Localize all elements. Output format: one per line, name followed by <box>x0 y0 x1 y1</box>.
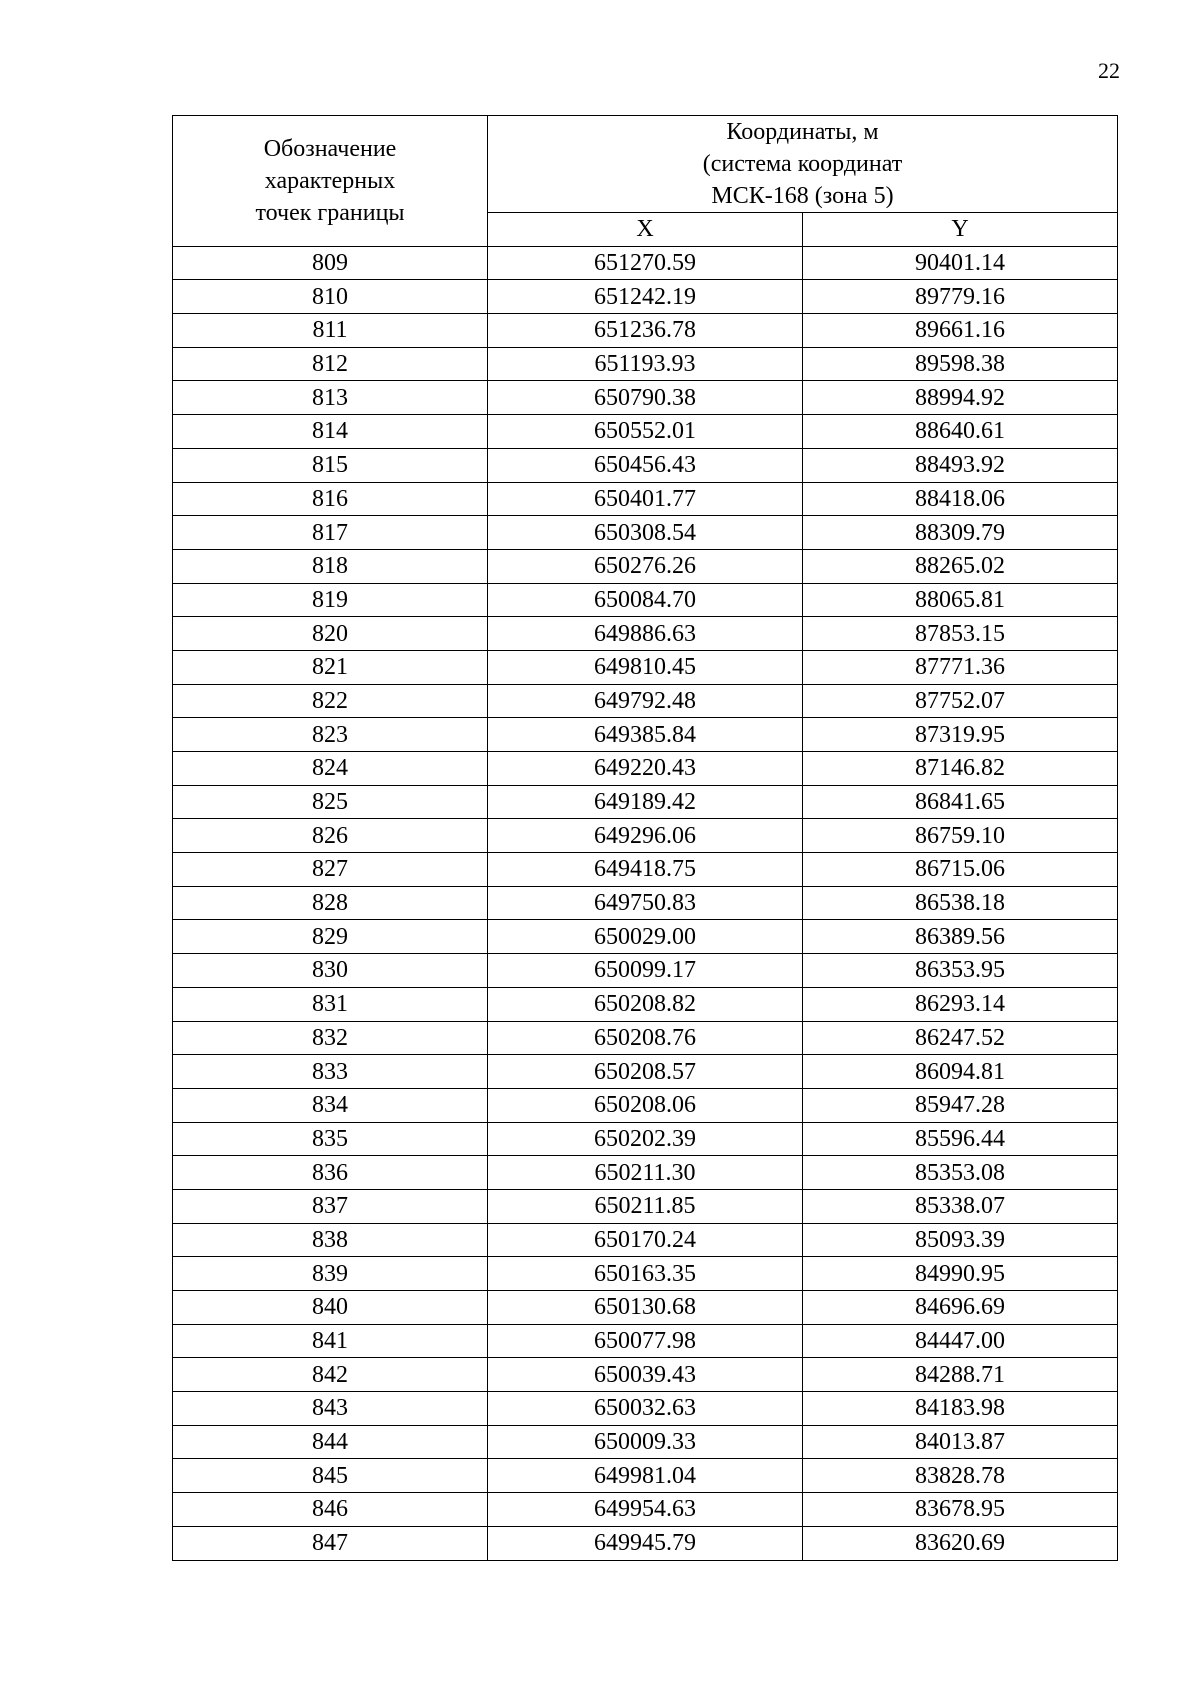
table-row <box>173 718 1118 752</box>
table-row <box>173 1189 1118 1223</box>
point-number-cell: 829 <box>173 920 488 954</box>
table-row <box>173 650 1118 684</box>
table-row <box>173 785 1118 819</box>
coordinates-table <box>172 115 1118 1561</box>
header-x: X <box>488 213 803 247</box>
x-coordinate-cell: 650130.68 <box>488 1291 803 1325</box>
y-coordinate-cell: 83828.78 <box>803 1459 1118 1493</box>
table-row <box>173 1526 1118 1560</box>
y-coordinate-cell: 86247.52 <box>803 1021 1118 1055</box>
x-coordinate-cell: 649296.06 <box>488 819 803 853</box>
table-row <box>173 1156 1118 1190</box>
y-coordinate-cell: 84696.69 <box>803 1291 1118 1325</box>
point-number-cell: 814 <box>173 415 488 449</box>
x-coordinate-cell: 649189.42 <box>488 785 803 819</box>
table-row <box>173 549 1118 583</box>
header-line: Координаты, м <box>726 119 879 145</box>
point-number-cell: 843 <box>173 1392 488 1426</box>
x-coordinate-cell: 649418.75 <box>488 853 803 887</box>
table-row <box>173 1055 1118 1089</box>
table-row <box>173 920 1118 954</box>
point-number-cell: 838 <box>173 1223 488 1257</box>
table-row <box>173 347 1118 381</box>
x-coordinate-cell: 650099.17 <box>488 954 803 988</box>
point-number-cell: 819 <box>173 583 488 617</box>
page-number: 22 <box>1098 58 1120 83</box>
point-number-cell: 811 <box>173 314 488 348</box>
table-row <box>173 1291 1118 1325</box>
table-row <box>173 954 1118 988</box>
table-row <box>173 1493 1118 1527</box>
point-number-cell: 816 <box>173 482 488 516</box>
table-row <box>173 1223 1118 1257</box>
x-coordinate-cell: 649886.63 <box>488 617 803 651</box>
table-row <box>173 1358 1118 1392</box>
point-number-cell: 833 <box>173 1055 488 1089</box>
y-coordinate-cell: 86841.65 <box>803 785 1118 819</box>
y-coordinate-cell: 89779.16 <box>803 280 1118 314</box>
table-row <box>173 819 1118 853</box>
point-number-cell: 834 <box>173 1088 488 1122</box>
x-coordinate-cell: 650308.54 <box>488 516 803 550</box>
y-coordinate-cell: 88640.61 <box>803 415 1118 449</box>
y-coordinate-cell: 83678.95 <box>803 1493 1118 1527</box>
y-coordinate-cell: 89661.16 <box>803 314 1118 348</box>
table-row <box>173 280 1118 314</box>
table-row <box>173 1459 1118 1493</box>
point-number-cell: 827 <box>173 853 488 887</box>
x-coordinate-cell: 649954.63 <box>488 1493 803 1527</box>
table-row <box>173 1324 1118 1358</box>
table-row <box>173 415 1118 449</box>
table-row <box>173 1122 1118 1156</box>
table-row <box>173 752 1118 786</box>
y-coordinate-cell: 89598.38 <box>803 347 1118 381</box>
point-number-cell: 839 <box>173 1257 488 1291</box>
y-coordinate-cell: 86538.18 <box>803 886 1118 920</box>
y-coordinate-cell: 88065.81 <box>803 583 1118 617</box>
table-row <box>173 684 1118 718</box>
table-row <box>173 314 1118 348</box>
table-row <box>173 516 1118 550</box>
point-number-cell: 825 <box>173 785 488 819</box>
x-coordinate-cell: 650790.38 <box>488 381 803 415</box>
x-coordinate-cell: 649945.79 <box>488 1526 803 1560</box>
point-number-cell: 812 <box>173 347 488 381</box>
x-coordinate-cell: 650029.00 <box>488 920 803 954</box>
y-coordinate-cell: 85338.07 <box>803 1189 1118 1223</box>
point-number-cell: 830 <box>173 954 488 988</box>
table-row <box>173 1021 1118 1055</box>
y-coordinate-cell: 86389.56 <box>803 920 1118 954</box>
x-coordinate-cell: 650039.43 <box>488 1358 803 1392</box>
table-row <box>173 1425 1118 1459</box>
y-coordinate-cell: 87752.07 <box>803 684 1118 718</box>
header-line: точек границы <box>255 199 405 226</box>
x-coordinate-cell: 651270.59 <box>488 246 803 280</box>
x-coordinate-cell: 649385.84 <box>488 718 803 752</box>
y-coordinate-cell: 88493.92 <box>803 448 1118 482</box>
table-row <box>173 1088 1118 1122</box>
header-y: Y <box>803 213 1118 247</box>
point-number-cell: 815 <box>173 448 488 482</box>
point-number-cell: 824 <box>173 752 488 786</box>
y-coordinate-cell: 86715.06 <box>803 853 1118 887</box>
header-line: характерных <box>264 167 396 194</box>
point-number-cell: 832 <box>173 1021 488 1055</box>
y-coordinate-cell: 87771.36 <box>803 650 1118 684</box>
point-number-cell: 847 <box>173 1526 488 1560</box>
point-number-cell: 844 <box>173 1425 488 1459</box>
y-coordinate-cell: 87146.82 <box>803 752 1118 786</box>
y-coordinate-cell: 88418.06 <box>803 482 1118 516</box>
x-coordinate-cell: 649750.83 <box>488 886 803 920</box>
x-coordinate-cell: 650401.77 <box>488 482 803 516</box>
y-coordinate-cell: 85093.39 <box>803 1223 1118 1257</box>
header-line: (система координат <box>702 151 903 177</box>
point-number-cell: 809 <box>173 246 488 280</box>
y-coordinate-cell: 84288.71 <box>803 1358 1118 1392</box>
x-coordinate-cell: 650208.57 <box>488 1055 803 1089</box>
table-row <box>173 987 1118 1021</box>
point-number-cell: 820 <box>173 617 488 651</box>
x-coordinate-cell: 650077.98 <box>488 1324 803 1358</box>
x-coordinate-cell: 650009.33 <box>488 1425 803 1459</box>
y-coordinate-cell: 87319.95 <box>803 718 1118 752</box>
y-coordinate-cell: 85947.28 <box>803 1088 1118 1122</box>
x-coordinate-cell: 650208.06 <box>488 1088 803 1122</box>
table-row <box>173 853 1118 887</box>
x-coordinate-cell: 650170.24 <box>488 1223 803 1257</box>
x-coordinate-cell: 650163.35 <box>488 1257 803 1291</box>
y-coordinate-cell: 86094.81 <box>803 1055 1118 1089</box>
point-number-cell: 823 <box>173 718 488 752</box>
x-coordinate-cell: 651193.93 <box>488 347 803 381</box>
y-coordinate-cell: 87853.15 <box>803 617 1118 651</box>
x-coordinate-cell: 650032.63 <box>488 1392 803 1426</box>
table-row <box>173 1257 1118 1291</box>
table-row <box>173 1392 1118 1426</box>
table-row <box>173 482 1118 516</box>
x-coordinate-cell: 649220.43 <box>488 752 803 786</box>
header-point-designation <box>173 116 488 247</box>
point-number-cell: 813 <box>173 381 488 415</box>
point-number-cell: 818 <box>173 549 488 583</box>
x-coordinate-cell: 650208.76 <box>488 1021 803 1055</box>
header-coordinates <box>488 116 1118 213</box>
x-coordinate-cell: 651236.78 <box>488 314 803 348</box>
point-number-cell: 845 <box>173 1459 488 1493</box>
y-coordinate-cell: 86353.95 <box>803 954 1118 988</box>
x-coordinate-cell: 649981.04 <box>488 1459 803 1493</box>
y-coordinate-cell: 88309.79 <box>803 516 1118 550</box>
x-coordinate-cell: 649810.45 <box>488 650 803 684</box>
x-coordinate-cell: 650211.30 <box>488 1156 803 1190</box>
point-number-cell: 831 <box>173 987 488 1021</box>
y-coordinate-cell: 83620.69 <box>803 1526 1118 1560</box>
point-number-cell: 841 <box>173 1324 488 1358</box>
point-number-cell: 835 <box>173 1122 488 1156</box>
table-row <box>173 617 1118 651</box>
header-line: Обозначение <box>263 135 397 162</box>
point-number-cell: 840 <box>173 1291 488 1325</box>
x-coordinate-cell: 650208.82 <box>488 987 803 1021</box>
table-row <box>173 381 1118 415</box>
point-number-cell: 846 <box>173 1493 488 1527</box>
point-number-cell: 842 <box>173 1358 488 1392</box>
table-row <box>173 886 1118 920</box>
y-coordinate-cell: 84447.00 <box>803 1324 1118 1358</box>
point-number-cell: 817 <box>173 516 488 550</box>
point-number-cell: 821 <box>173 650 488 684</box>
y-coordinate-cell: 90401.14 <box>803 246 1118 280</box>
y-coordinate-cell: 86759.10 <box>803 819 1118 853</box>
x-coordinate-cell: 651242.19 <box>488 280 803 314</box>
header-line: МСК-168 (зона 5) <box>711 183 894 209</box>
point-number-cell: 826 <box>173 819 488 853</box>
x-coordinate-cell: 650211.85 <box>488 1189 803 1223</box>
point-number-cell: 810 <box>173 280 488 314</box>
y-coordinate-cell: 84990.95 <box>803 1257 1118 1291</box>
point-number-cell: 828 <box>173 886 488 920</box>
x-coordinate-cell: 650084.70 <box>488 583 803 617</box>
y-coordinate-cell: 84183.98 <box>803 1392 1118 1426</box>
table-row <box>173 448 1118 482</box>
x-coordinate-cell: 649792.48 <box>488 684 803 718</box>
y-coordinate-cell: 85353.08 <box>803 1156 1118 1190</box>
table-row <box>173 583 1118 617</box>
point-number-cell: 837 <box>173 1189 488 1223</box>
y-coordinate-cell: 88265.02 <box>803 549 1118 583</box>
x-coordinate-cell: 650552.01 <box>488 415 803 449</box>
y-coordinate-cell: 88994.92 <box>803 381 1118 415</box>
x-coordinate-cell: 650202.39 <box>488 1122 803 1156</box>
x-coordinate-cell: 650456.43 <box>488 448 803 482</box>
y-coordinate-cell: 86293.14 <box>803 987 1118 1021</box>
table-row <box>173 246 1118 280</box>
y-coordinate-cell: 84013.87 <box>803 1425 1118 1459</box>
point-number-cell: 836 <box>173 1156 488 1190</box>
x-coordinate-cell: 650276.26 <box>488 549 803 583</box>
y-coordinate-cell: 85596.44 <box>803 1122 1118 1156</box>
point-number-cell: 822 <box>173 684 488 718</box>
